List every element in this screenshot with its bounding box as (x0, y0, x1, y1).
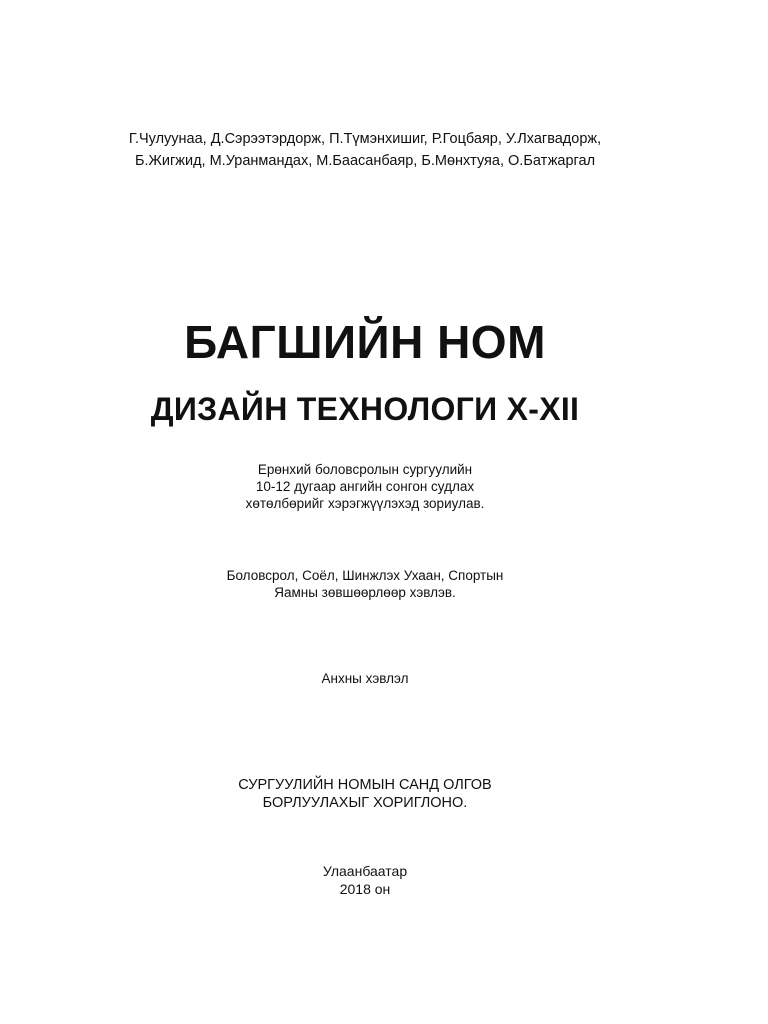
edition-label (0, 670, 730, 687)
authors-line-1: Г.Чулуунаа, Д.Сэрээтэрдорж, П.Түмэнхишиг, Р.Гоцбаяр, У.Лхагвадорж, (128, 131, 602, 147)
book-title (0, 314, 730, 370)
description-line-1: Ерөнхий боловсролын сургуулийн (257, 462, 473, 477)
authors-line-2: Б.Жигжид, М.Уранмандах, М.Баасанбаяр, Б.Мөнхтуяа, О.Батжаргал (134, 153, 596, 169)
book-subtitle-text: ДИЗАЙН ТЕХНОЛОГИ X-XII (150, 391, 580, 427)
publication-city: Улаанбаатар (322, 863, 408, 879)
edition-text: Анхны хэвлэл (321, 671, 409, 686)
publication-info (0, 862, 730, 898)
approval-line-2: Яамны зөвшөөрлөөр хэвлэв. (274, 585, 456, 600)
book-title-text: БАГШИЙН НОМ (184, 316, 546, 368)
publication-year: 2018 он (339, 881, 391, 897)
notice-line-1: СУРГУУЛИЙН НОМЫН САНД ОЛГОВ (238, 777, 492, 793)
notice-line-2: БОРЛУУЛАХЫГ ХОРИГЛОНО. (262, 795, 468, 811)
description-line-3: хөтөлбөрийг хэрэгжүүлэхэд зориулав. (245, 496, 485, 511)
approval-line-1: Боловсрол, Соёл, Шинжлэх Ухаан, Спортын (226, 568, 504, 583)
authors-list (0, 128, 730, 172)
ministry-approval (0, 567, 730, 601)
description-line-2: 10-12 дугаар ангийн сонгон судлах (255, 479, 475, 494)
book-description (0, 461, 730, 512)
book-subtitle (0, 388, 730, 430)
distribution-notice (0, 776, 730, 812)
